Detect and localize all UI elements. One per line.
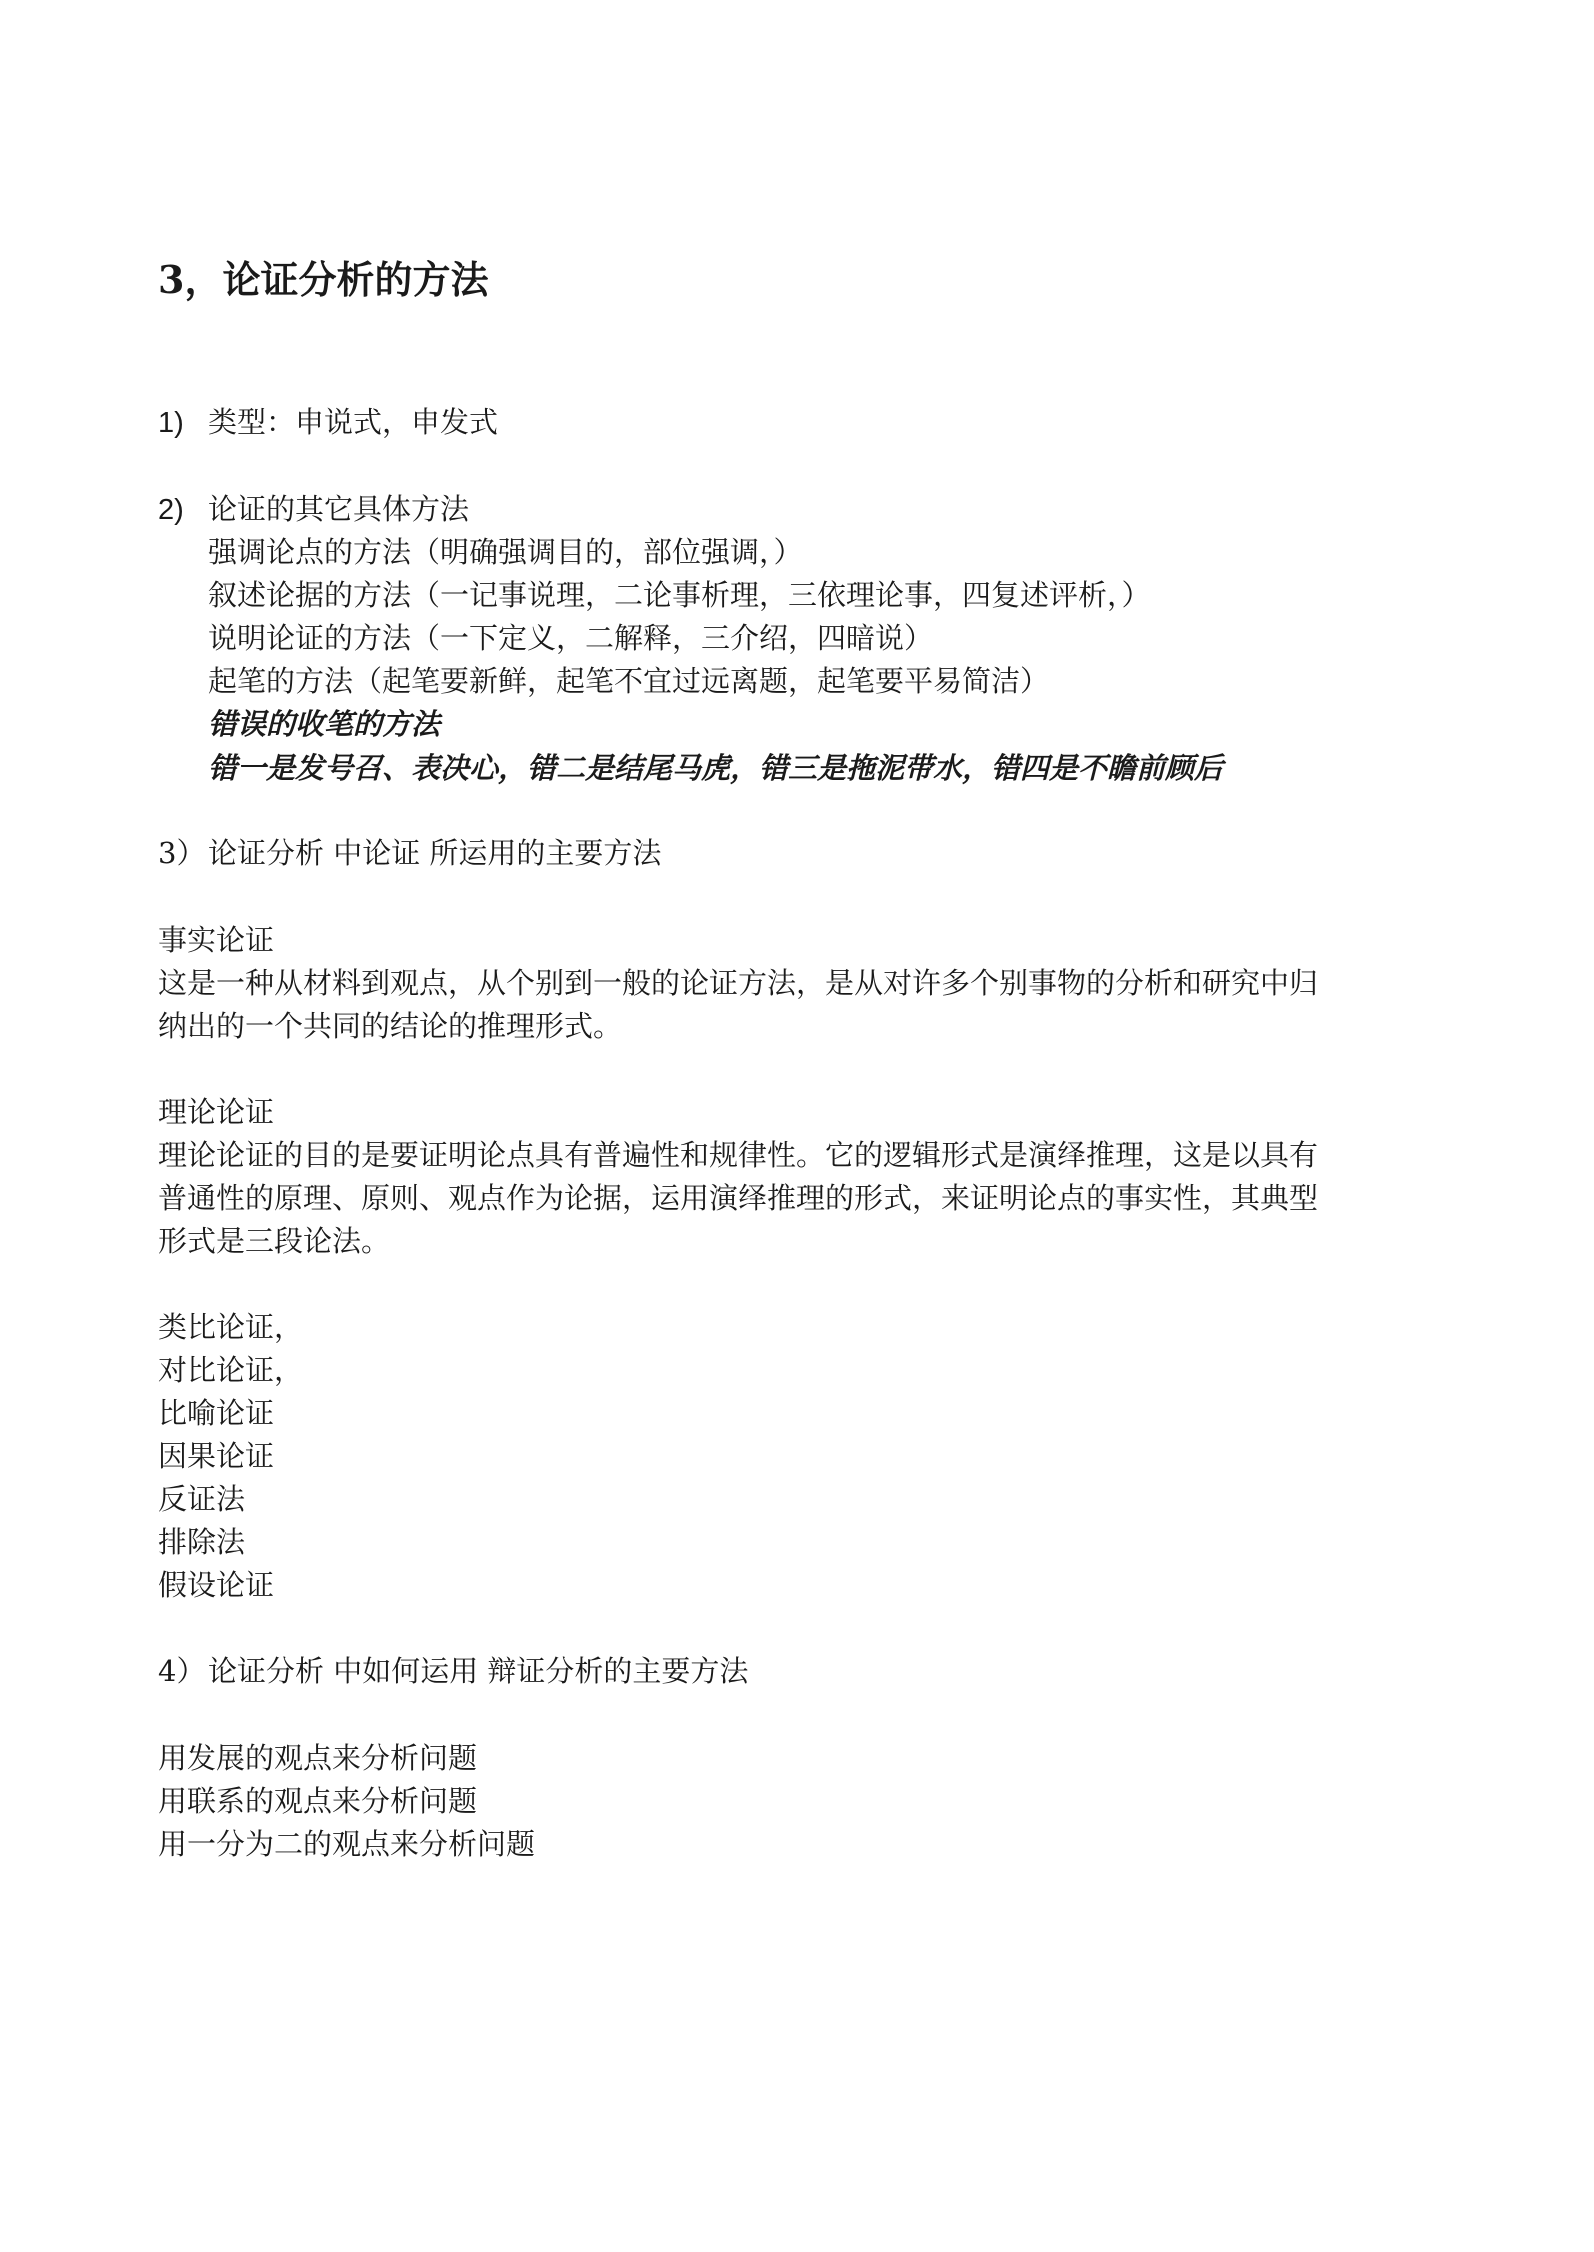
theory-argument-text: 普通性的原理、原则、观点作为论据，运用演绎推理的形式，来证明论点的事实性，其典型	[158, 1181, 1319, 1215]
theory-argument-text: 理论论证的目的是要证明论点具有普遍性和规律性。它的逻辑形式是演绎推理，这是以具有	[158, 1138, 1319, 1172]
section-2-item: 说明论证的方法（一下定义，二解释，三介绍，四暗说）	[208, 621, 934, 655]
section-2-number: 2)	[158, 494, 184, 526]
section-2-heading	[158, 489, 469, 530]
fact-argument-title: 事实论证	[158, 923, 275, 957]
section-2-item: 叙述论据的方法（一记事说理，二论事析理，三依理论事，四复述评析，）	[208, 578, 1151, 612]
section-2-title: 论证的其它具体方法	[208, 492, 470, 526]
method-item: 比喻论证	[158, 1396, 275, 1430]
dialectic-item: 用联系的观点来分析问题	[158, 1784, 478, 1818]
fact-argument-text: 这是一种从材料到观点，从个别到一般的论证方法，是从对许多个别事物的分析和研究中归	[158, 966, 1319, 1000]
method-item: 类比论证，	[158, 1310, 304, 1344]
section-4-heading	[158, 1651, 748, 1691]
fact-argument-text: 纳出的一个共同的结论的推理形式。	[158, 1009, 623, 1043]
method-item: 反证法	[158, 1482, 246, 1516]
method-item: 排除法	[158, 1525, 246, 1559]
theory-argument-text: 形式是三段论法。	[158, 1224, 391, 1258]
theory-argument-title: 理论论证	[158, 1095, 275, 1129]
section-3-heading	[158, 833, 661, 873]
section-2-item: 起笔的方法（起笔要新鲜，起笔不宜过远离题，起笔要平易简洁）	[208, 664, 1050, 698]
section-2-emphasis: 错误的收笔的方法	[208, 707, 441, 741]
section-2-emphasis: 错一是发号召、表决心，错二是结尾马虎，错三是拖泥带水，错四是不瞻前顾后	[208, 751, 1224, 785]
method-item: 对比论证，	[158, 1353, 304, 1387]
section-3-number: 3）	[158, 836, 206, 870]
method-item: 因果论证	[158, 1439, 275, 1473]
section-4-title: 论证分析 中如何运用 辩证分析的主要方法	[208, 1654, 749, 1688]
section-1	[158, 402, 498, 443]
section-3-title: 论证分析 中论证 所运用的主要方法	[208, 836, 662, 870]
dialectic-item: 用发展的观点来分析问题	[158, 1741, 478, 1775]
dialectic-item: 用一分为二的观点来分析问题	[158, 1827, 536, 1861]
section-2-item: 强调论点的方法（明确强调目的，部位强调，）	[208, 535, 803, 569]
section-1-number: 1)	[158, 407, 184, 439]
method-item: 假设论证	[158, 1568, 275, 1602]
page-title: 3，论证分析的方法	[158, 257, 489, 302]
section-4-number: 4）	[158, 1654, 206, 1688]
section-1-text: 类型：申说式，申发式	[208, 405, 499, 439]
